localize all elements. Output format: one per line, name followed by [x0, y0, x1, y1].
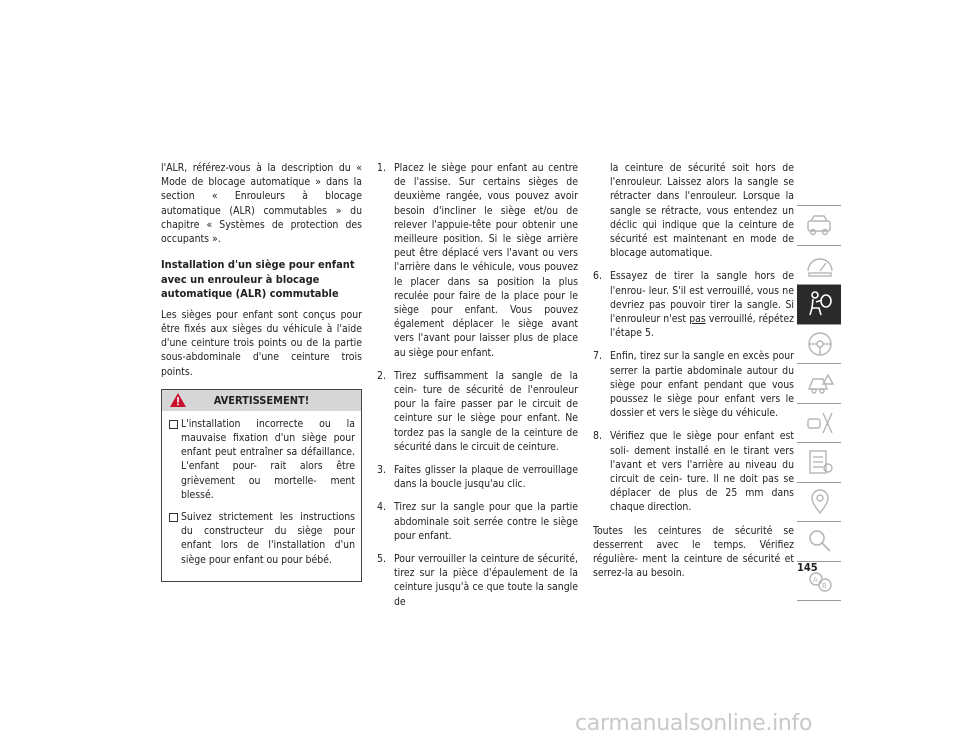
airbag-seat-icon — [805, 290, 835, 318]
map-pin-icon — [805, 488, 835, 516]
step-2: 2. Tirez suffisamment la sangle de la cein- ture de sécurité de l'enrouleur pour la faire passer par le circuit de ceinture sur le siège pour enfant. Ne tordez pas la sangle de la ceinture de sécurité dans le circuit de ceinture. — [377, 369, 578, 453]
dashboard-icon — [805, 251, 835, 279]
bullet-square-icon — [169, 420, 178, 429]
warning-bullet: L'installation incorrecte ou la mauvaise fixation d'un siège pour enfant peut entraîner sa défaillance. L'enfant pour- rait alors être grièvement ou mortelle- ment blessé. — [168, 417, 355, 502]
intro-paragraph: l'ALR, référez-vous à la description du « Mode de blocage automatique » dans la section « Enrouleurs à blocage automatique (ALR) commutables » du chapitre « Systèmes de protection des occupants ». — [161, 162, 362, 246]
tab-steering[interactable] — [797, 325, 841, 365]
warning-bullet: Suivez strictement les instructions du constructeur du siège pour enfant lors de l'installation d'un siège pour enfant ou pour bébé. — [168, 510, 355, 567]
svg-text:A: A — [813, 575, 818, 584]
step-6: 6. Essayez de tirer la sangle hors de l'enrou- leur. S'il est verrouillé, vous ne devriez pas pouvoir tirer la sangle. Si l'enrouleur n'est pas verrouillé, répétez l'étape 5. — [593, 270, 795, 340]
warning-title: AVERTISSEMENT! — [213, 393, 310, 407]
column-middle — [377, 161, 578, 618]
warning-triangle-icon — [170, 393, 186, 407]
warning-box — [161, 389, 362, 582]
tools-icon — [805, 409, 835, 437]
step-4: 4. Tirez sur la sangle pour que la partie abdominale soit serrée contre le siège pour enfant. — [377, 501, 578, 542]
column-left — [161, 161, 362, 582]
checklist-icon — [805, 448, 835, 476]
steering-wheel-icon — [805, 330, 835, 358]
page-number: 145 — [797, 561, 818, 574]
step-1: 1. Placez le siège pour enfant au centre de l'assise. Sur certains sièges de deuxième rangée, vous pouvez avoir besoin d'incliner le siège et/ou de relever l'appuie-tête pour obtenir une meilleure position. Si le siège arrière peut être déplacé vers l'avant ou vers l'arrière dans le véhicule, vous pouvez le placer dans sa position la plus reculée pour faire de la place pour le siège pour enfant. Vous pouvez également déplacer le siège avant vers l'avant pour laisser plus de place au siège pour enfant. — [377, 162, 578, 359]
step-5: 5. Pour verrouiller la ceinture de sécurité, tirez sur la pièce d'épaulement de la ceinture jusqu'à ce que toute la sangle de — [377, 553, 578, 608]
car-info-icon — [805, 211, 835, 239]
tab-tools[interactable] — [797, 404, 841, 444]
watermark: carmanualsonline.info — [575, 711, 813, 736]
column-right — [593, 161, 794, 588]
warning-header — [162, 390, 361, 411]
svg-text:B: B — [822, 581, 827, 590]
step-5-continued: la ceinture de sécurité soit hors de l'enrouleur. Laissez alors la sangle se rétracter dans l'enrouleur. Lorsque la sangle se rétracte, vous entendez un déclic qui indique que la ceinture de sécurité est maintenant en mode de blocage automatique. — [610, 162, 794, 260]
chapter-tabs — [797, 205, 841, 601]
car-warning-icon — [805, 369, 835, 397]
tab-checklist[interactable] — [797, 443, 841, 483]
underlined-pas: pas — [689, 313, 706, 326]
tab-car-warning[interactable] — [797, 364, 841, 404]
tab-dashboard[interactable] — [797, 246, 841, 286]
closing-paragraph: Toutes les ceintures de sécurité se desserrent avec le temps. Vérifiez régulière- ment la ceinture de sécurité et serrez-la au besoin. — [593, 524, 794, 580]
step-7: 7. Enfin, tirez sur la sangle en excès pour serrer la partie abdominale autour du siège pour enfant pendant que vous poussez le siège pour enfant vers le dossier et vers le siège du véhicule. — [593, 350, 794, 420]
magnifier-icon — [805, 527, 835, 555]
section-heading: Installation d'un siège pour enfant avec un enrouleur à blocage automatique (ALR) commutable — [161, 258, 355, 301]
bullet-square-icon — [169, 513, 178, 522]
step-3: 3. Faites glisser la plaque de verrouillage dans la boucle jusqu'au clic. — [377, 464, 578, 491]
step-8: 8. Vérifiez que le siège pour enfant est soli- dement installé en le tirant vers l'avant et vers l'arrière au niveau du circuit de cein- ture. Il ne doit pas se déplacer de plus de 25 mm dans chaque direction. — [593, 430, 794, 514]
body-paragraph: Les sièges pour enfant sont conçus pour être fixés aux sièges du véhicule à l'aide d'une ceinture trois points ou de la partie sous-abdominale d'une ceinture trois points. — [161, 308, 362, 378]
tab-car-info[interactable] — [797, 205, 841, 246]
tab-map[interactable] — [797, 483, 841, 523]
tab-airbag-seat[interactable] — [797, 285, 841, 325]
tab-search[interactable] — [797, 522, 841, 562]
